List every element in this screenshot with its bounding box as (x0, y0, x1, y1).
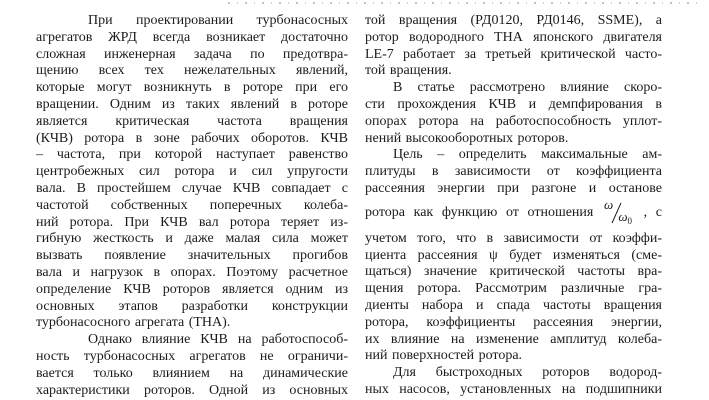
text-line: (КЧВ) ротора в зоне рабочих оборотов. КЧВ (36, 130, 348, 146)
text-line: нений высокооборотных роторов. (365, 130, 569, 146)
text-line: сти прохождения КЧВ и демпфирования в (365, 96, 662, 112)
clipped-header-text-remnant (228, 2, 704, 4)
text-line: опорах ротора на работоспособность уплот- (365, 113, 662, 129)
text-line: В статье рассмотрено влияние скоро- (393, 80, 662, 96)
text-line: сложная инженерная задача по предотвра- (36, 46, 348, 62)
text-line: циента рассеяния ψ будет изменяться (сме- (365, 247, 662, 263)
formula-line (365, 198, 662, 231)
text-line: характеристики роторов. Одной из основных (36, 382, 348, 398)
text-line: ротор водородного ТНА японского двигателя (365, 29, 662, 45)
text-line: центробежных сил ротора и сил упругости (36, 164, 348, 180)
text-line: является критическая частота вращения (36, 113, 348, 129)
text-line: учетом того, что в зависимости от коэффи- (365, 230, 662, 246)
text-line: ротора, коэффициенты рассеяния энергии, (365, 314, 662, 330)
text-line: рассеяния энергии при разгоне и останове (365, 180, 662, 196)
text-line: Однако влияние КЧВ на работоспособ- (88, 332, 348, 348)
fraction-numerator: ω (604, 196, 614, 212)
formula-text-before: ротора как функцию от отношения (365, 204, 594, 220)
fraction-denominator: $\omega_0$ (618, 208, 632, 226)
text-line: той вращения. (365, 63, 452, 79)
text-line: LE-7 работает за третьей критической часто- (365, 46, 662, 62)
text-line: ных насосов, установленных на подшипники (365, 381, 662, 397)
text-line: Цель – определить максимальные ам- (393, 147, 662, 163)
text-line: вается только влиянием на динамические (36, 365, 348, 381)
text-line: которые могут возникнуть в роторе при его (36, 80, 348, 96)
omega-ratio-fraction (604, 196, 632, 226)
text-line: Для быстроходных роторов водород- (393, 365, 662, 381)
text-line: – частота, при которой наступает равенство (36, 147, 348, 163)
text-columns (36, 13, 662, 399)
text-line: щению всех тех нежелательных явлений, (36, 63, 348, 79)
text-line: той вращения (РД0120, РД0146, SSME), а (365, 13, 662, 28)
right-column (365, 13, 662, 399)
text-line: основных этапов разработки конструкции (36, 298, 348, 314)
text-line: плитуды в зависимости от коэффициента (365, 164, 662, 180)
text-line: определение КЧВ роторов является одним из (36, 281, 348, 297)
text-line: гибную жесткость и даже малая сила может (36, 231, 348, 247)
text-line: агрегатов ЖРД всегда возникает достаточно (36, 29, 348, 45)
text-line: диенты набора и спада частоты вращения (365, 297, 662, 313)
text-line: вала и нагрузок в опорах. Поэтому расчетное (36, 264, 348, 280)
left-column (36, 13, 348, 399)
text-line: ность турбонасосных агрегатов не ограничи- (36, 348, 348, 364)
text-line: При проектировании турбонасосных (88, 13, 348, 28)
text-line: их влияние на изменение амплитуд колеба- (365, 331, 662, 347)
text-line: ний ротора. При КЧВ вал ротора теряет из- (36, 214, 348, 230)
text-line: вращении. Одним из таких явлений в роторе (36, 96, 348, 112)
formula-text-after: , с (643, 204, 662, 220)
text-line: щения ротора. Рассмотрим различные гра- (365, 281, 662, 297)
text-line: вала. В простейшем случае КЧВ совпадает с (36, 180, 348, 196)
text-line: частотой собственных поперечных колеба- (36, 197, 348, 213)
text-line: вызвать появление значительных прогибов (36, 248, 348, 264)
text-line: ний поверхностей ротора. (365, 348, 523, 364)
text-line: турбонасосного агрегата (ТНА). (36, 315, 231, 331)
text-line: щаться) значение критической частоты вра- (365, 264, 662, 280)
